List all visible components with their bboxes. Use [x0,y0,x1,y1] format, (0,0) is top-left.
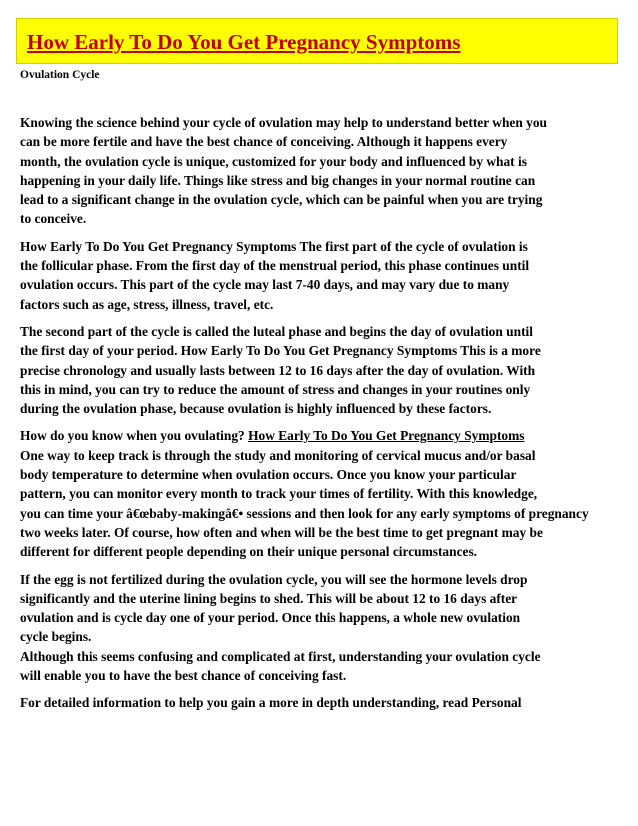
page-subtitle: Ovulation Cycle [20,69,100,81]
text-line: factors such as age, stress, illness, travel, etc. [20,296,274,312]
text-line: ovulation occurs. This part of the cycle may last 7-40 days, and may vary due to many [20,277,510,293]
text-line: two weeks later. Of course, how often and when will be the best time to get pregnant may be [20,524,543,540]
text-line: happening in your daily life. Things like stress and big changes in your normal routine can [20,172,536,188]
text-line: lead to a significant change in the ovulation cycle, which can be painful when you are trying [20,192,543,208]
paragraph-1 [20,113,638,229]
article-body [20,113,638,721]
text-line: cycle begins. [20,629,92,645]
text-line: significantly and the uterine lining begins to shed. This will be about 12 to 16 days after [20,590,518,606]
text-line: The second part of the cycle is called the luteal phase and begins the day of ovulation until [20,323,533,339]
text-line [20,426,638,445]
paragraph-2 [20,237,638,314]
text-line: body temperature to determine when ovulation occurs. Once you know your particular [20,467,517,483]
text-line: this in mind, you can try to reduce the amount of stress and changes in your routines only [20,381,531,397]
text-line: month, the ovulation cycle is unique, customized for your body and influenced by what is [20,153,527,169]
text-line: you can time your â€œbaby-makingâ€• sessions and then look for any early symptoms of pregnancy [20,505,589,521]
text-line: ovulation and is cycle day one of your period. Once this happens, a whole new ovulation [20,610,521,626]
paragraph-3 [20,322,638,418]
article-link[interactable]: How Early To Do You Get Pregnancy Symptoms [248,428,525,444]
question-text: How do you know when you ovulating? [20,428,249,444]
title-banner [16,18,618,64]
paragraph-5 [20,570,638,686]
text-line: can be more fertile and have the best chance of conceiving. Although it happens every [20,134,508,150]
text-line: pattern, you can monitor every month to track your times of fertility. With this knowledge, [20,486,538,502]
text-line: will enable you to have the best chance of conceiving fast. [20,668,347,684]
text-line: Knowing the science behind your cycle of ovulation may help to understand better when you [20,115,547,130]
text-line: precise chronology and usually lasts between 12 to 16 days after the day of ovulation. With [20,362,536,378]
text-line: One way to keep track is through the study and monitoring of cervical mucus and/or basal [20,447,536,463]
text-line: For detailed information to help you gain a more in depth understanding, read Personal [20,695,522,711]
text-line: How Early To Do You Get Pregnancy Symptoms The first part of the cycle of ovulation is [20,238,528,254]
paragraph-6 [20,693,638,712]
text-line: different for different people depending on their unique personal circumstances. [20,544,478,560]
text-line: during the ovulation phase, because ovulation is highly influenced by these factors. [20,401,492,417]
text-line: If the egg is not fertilized during the ovulation cycle, you will see the hormone levels drop [20,571,528,587]
paragraph-4 [20,426,638,561]
text-line: Although this seems confusing and complicated at first, understanding your ovulation cycle [20,648,541,664]
text-line: the first day of your period. How Early To Do You Get Pregnancy Symptoms This is a more [20,343,541,359]
page-title: How Early To Do You Get Pregnancy Symptoms [27,30,461,54]
text-line: the follicular phase. From the first day of the menstrual period, this phase continues until [20,258,530,274]
text-line: to conceive. [20,211,87,227]
